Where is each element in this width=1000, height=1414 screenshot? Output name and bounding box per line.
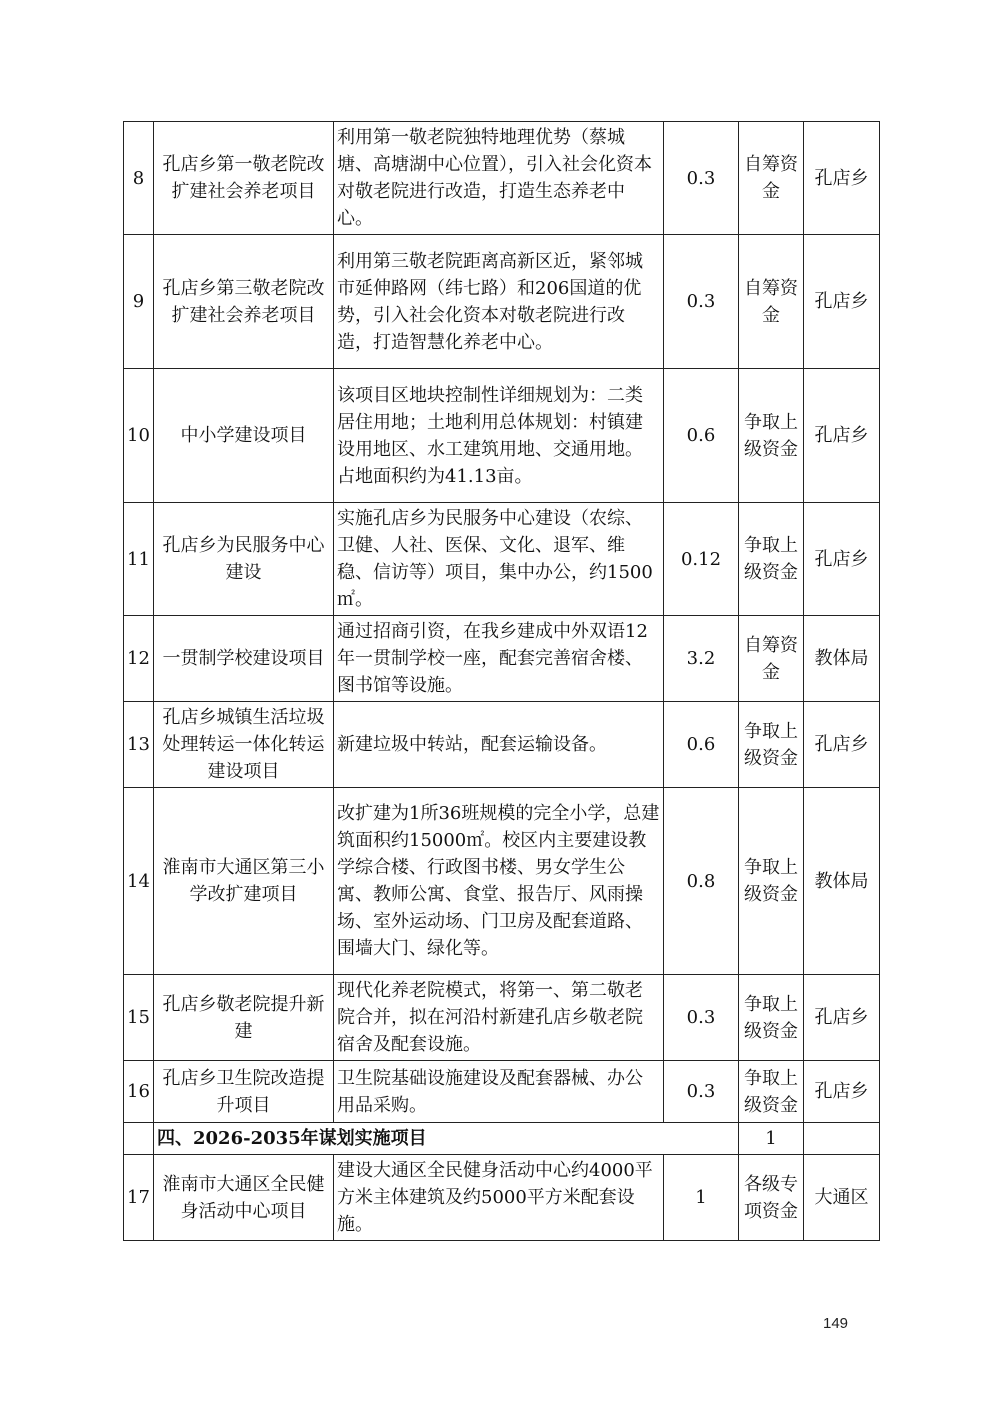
row-number: 11 — [124, 503, 154, 616]
responsible-unit: 孔店乡 — [804, 503, 880, 616]
section-row — [124, 1123, 880, 1155]
responsible-unit: 孔店乡 — [804, 702, 880, 788]
funding-source: 各级专项资金 — [739, 1155, 804, 1241]
funding-source: 自筹资金 — [739, 122, 804, 235]
row-number: 9 — [124, 235, 154, 369]
responsible-unit: 孔店乡 — [804, 975, 880, 1061]
table-row — [124, 616, 880, 702]
project-description: 实施孔店乡为民服务中心建设（农综、卫健、人社、医保、文化、退军、维稳、信访等）项目，集中办公，约1500㎡。 — [334, 503, 664, 616]
funding-source: 争取上级资金 — [739, 788, 804, 975]
project-name: 淮南市大通区全民健身活动中心项目 — [154, 1155, 334, 1241]
investment-amount: 0.3 — [664, 122, 739, 235]
project-name: 中小学建设项目 — [154, 369, 334, 503]
funding-source: 争取上级资金 — [739, 369, 804, 503]
investment-amount: 0.6 — [664, 702, 739, 788]
table-row — [124, 975, 880, 1061]
funding-source: 争取上级资金 — [739, 1061, 804, 1123]
table-row — [124, 1061, 880, 1123]
project-description: 建设大通区全民健身活动中心约4000平方米主体建筑及约5000平方米配套设施。 — [334, 1155, 664, 1241]
responsible-unit: 孔店乡 — [804, 369, 880, 503]
investment-amount: 0.3 — [664, 1061, 739, 1123]
project-name: 淮南市大通区第三小学改扩建项目 — [154, 788, 334, 975]
responsible-unit: 大通区 — [804, 1155, 880, 1241]
page-number: 149 — [823, 1315, 849, 1332]
responsible-unit: 教体局 — [804, 788, 880, 975]
table-row — [124, 788, 880, 975]
row-number: 8 — [124, 122, 154, 235]
table-row — [124, 503, 880, 616]
investment-amount: 1 — [664, 1155, 739, 1241]
row-number: 10 — [124, 369, 154, 503]
funding-source: 争取上级资金 — [739, 702, 804, 788]
row-number: 17 — [124, 1155, 154, 1241]
table-row — [124, 702, 880, 788]
project-description: 改扩建为1所36班规模的完全小学，总建筑面积约15000㎡。校区内主要建设教学综合楼、行政图书楼、男女学生公寓、教师公寓、食堂、报告厅、风雨操场、室外运动场、门卫房及配套道路、围墙大门、绿化等。 — [334, 788, 664, 975]
responsible-unit: 教体局 — [804, 616, 880, 702]
table-row — [124, 1155, 880, 1241]
section-number-cell — [124, 1123, 154, 1155]
project-name: 孔店乡第一敬老院改扩建社会养老项目 — [154, 122, 334, 235]
project-description: 利用第一敬老院独特地理优势（蔡城塘、高塘湖中心位置），引入社会化资本对敬老院进行改造，打造生态养老中心。 — [334, 122, 664, 235]
table-row — [124, 369, 880, 503]
table-row — [124, 122, 880, 235]
project-description: 卫生院基础设施建设及配套器械、办公用品采购。 — [334, 1061, 664, 1123]
investment-amount: 3.2 — [664, 616, 739, 702]
row-number: 12 — [124, 616, 154, 702]
investment-amount: 0.6 — [664, 369, 739, 503]
investment-amount: 0.3 — [664, 975, 739, 1061]
project-name: 孔店乡城镇生活垃圾处理转运一体化转运建设项目 — [154, 702, 334, 788]
project-name: 孔店乡第三敬老院改扩建社会养老项目 — [154, 235, 334, 369]
section-amount: 1 — [739, 1123, 804, 1155]
project-description: 该项目区地块控制性详细规划为：二类居住用地；土地利用总体规划：村镇建设用地区、水工建筑用地、交通用地。占地面积约为41.13亩。 — [334, 369, 664, 503]
funding-source: 自筹资金 — [739, 616, 804, 702]
project-name: 孔店乡卫生院改造提升项目 — [154, 1061, 334, 1123]
project-table — [123, 121, 880, 1241]
project-name: 孔店乡敬老院提升新建 — [154, 975, 334, 1061]
responsible-unit: 孔店乡 — [804, 235, 880, 369]
responsible-unit: 孔店乡 — [804, 122, 880, 235]
project-description: 现代化养老院模式，将第一、第二敬老院合并，拟在河沿村新建孔店乡敬老院宿舍及配套设施。 — [334, 975, 664, 1061]
funding-source: 争取上级资金 — [739, 975, 804, 1061]
responsible-unit: 孔店乡 — [804, 1061, 880, 1123]
section-title: 四、2026-2035年谋划实施项目 — [154, 1123, 739, 1155]
table-row — [124, 235, 880, 369]
project-name: 孔店乡为民服务中心建设 — [154, 503, 334, 616]
row-number: 13 — [124, 702, 154, 788]
project-description: 新建垃圾中转站，配套运输设备。 — [334, 702, 664, 788]
row-number: 16 — [124, 1061, 154, 1123]
funding-source: 争取上级资金 — [739, 503, 804, 616]
investment-amount: 0.12 — [664, 503, 739, 616]
funding-source: 自筹资金 — [739, 235, 804, 369]
project-description: 利用第三敬老院距离高新区近，紧邻城市延伸路网（纬七路）和206国道的优势，引入社会化资本对敬老院进行改造，打造智慧化养老中心。 — [334, 235, 664, 369]
project-name: 一贯制学校建设项目 — [154, 616, 334, 702]
row-number: 14 — [124, 788, 154, 975]
row-number: 15 — [124, 975, 154, 1061]
investment-amount: 0.3 — [664, 235, 739, 369]
section-source-cell — [804, 1123, 880, 1155]
investment-amount: 0.8 — [664, 788, 739, 975]
project-description: 通过招商引资，在我乡建成中外双语12年一贯制学校一座，配套完善宿舍楼、图书馆等设施。 — [334, 616, 664, 702]
